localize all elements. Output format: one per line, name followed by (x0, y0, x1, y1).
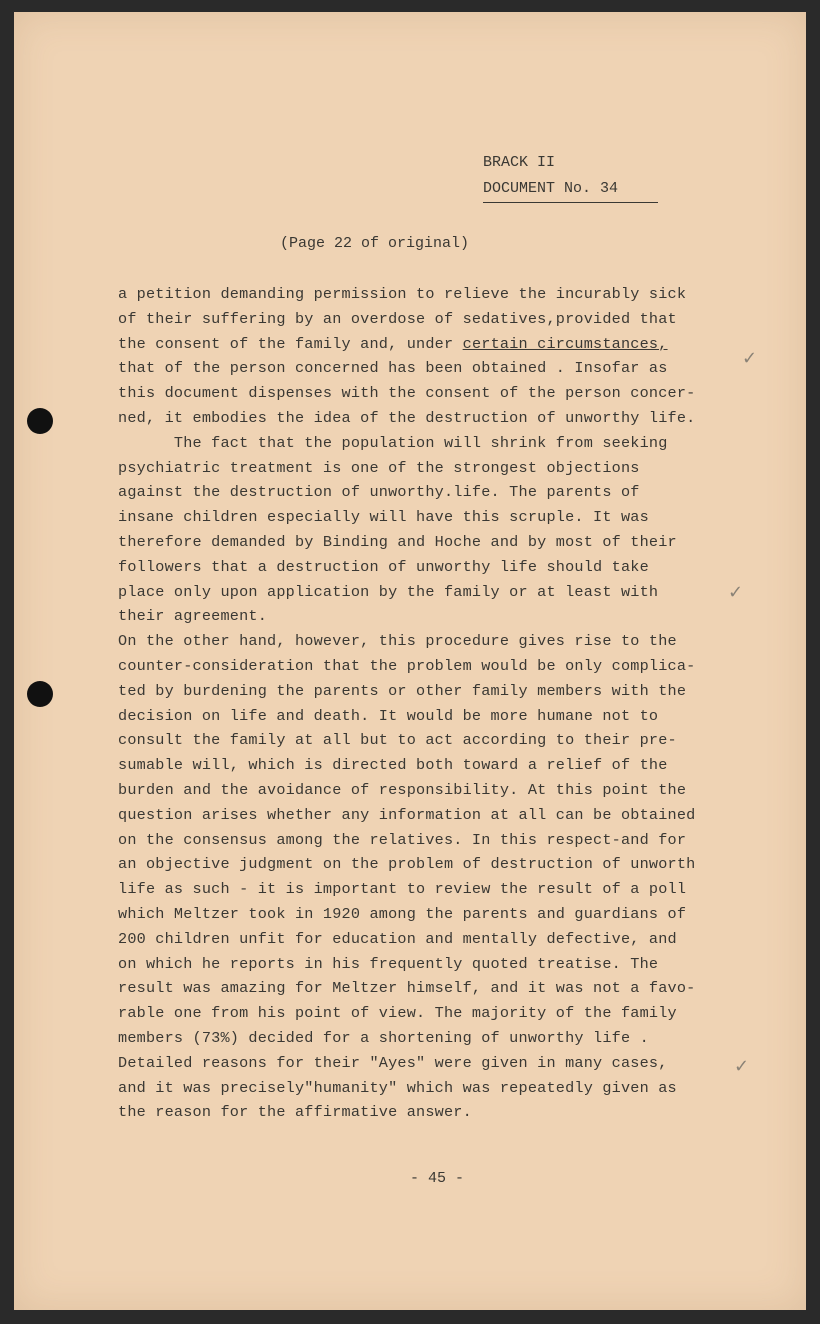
text-line: members (73%) decided for a shortening of unworthy life . (118, 1028, 649, 1047)
punch-hole (27, 681, 53, 707)
text-line: The fact that the population will shrink from seeking (118, 433, 668, 452)
text-line: their agreement. (118, 607, 268, 626)
text-line: On the other hand, however, this procedure gives rise to the (118, 632, 677, 651)
text-line: this document dispenses with the consent of the person concer- (118, 384, 696, 403)
text-line: against the destruction of unworthy.life. The parents of (118, 483, 640, 502)
text-line: Detailed reasons for their "Ayes" were given in many cases, (118, 1053, 668, 1072)
text-line: consult the family at all but to act according to their pre- (118, 731, 677, 750)
check-mark-icon: ✓ (742, 348, 758, 369)
text-line: burden and the avoidance of responsibility. At this point the (118, 780, 687, 799)
text-line: and it was precisely"humanity" which was repeatedly given as (118, 1078, 677, 1097)
page-reference: (Page 22 of original) (280, 235, 470, 252)
text-line: of their suffering by an overdose of sedatives,provided that (118, 309, 677, 328)
text-line: on which he reports in his frequently quoted treatise. The (118, 954, 659, 973)
page-number: - 45 - (410, 1170, 465, 1187)
body-text (118, 282, 758, 1125)
document-number: DOCUMENT No. 34 (483, 176, 658, 203)
text-line: the reason for the affirmative answer. (118, 1103, 472, 1122)
check-mark-icon: ✓ (734, 1056, 750, 1077)
text-line: followers that a destruction of unworthy life should take (118, 557, 649, 576)
text-line-start: the consent of the family and, under (118, 334, 463, 353)
text-line: ted by burdening the parents or other family members with the (118, 681, 687, 700)
underlined-phrase: certain circumstances, (462, 334, 668, 353)
text-line: question arises whether any information at all can be obtained (118, 805, 696, 824)
text-line: psychiatric treatment is one of the strongest objections (118, 458, 640, 477)
text-line: on the consensus among the relatives. In this respect-and for (118, 830, 687, 849)
check-mark-icon: ✓ (728, 582, 744, 603)
text-line: place only upon application by the family or at least with (118, 582, 659, 601)
text-line: result was amazing for Meltzer himself, and it was not a favo- (118, 979, 696, 998)
text-line: counter-consideration that the problem would be only complica- (118, 656, 696, 675)
text-line: a petition demanding permission to relieve the incurably sick (118, 285, 687, 303)
punch-hole (27, 408, 53, 434)
text-line: sumable will, which is directed both toward a relief of the (118, 756, 668, 775)
text-line: that of the person concerned has been obtained . Insofar as (118, 359, 668, 378)
text-line: life as such - it is important to review the result of a poll (118, 880, 687, 899)
document-header (483, 150, 683, 203)
text-line (118, 332, 758, 357)
text-line: therefore demanded by Binding and Hoche and by most of their (118, 532, 677, 551)
text-line: an objective judgment on the problem of destruction of unworth (118, 855, 696, 874)
text-line: insane children especially will have this scruple. It was (118, 508, 649, 527)
text-line: which Meltzer took in 1920 among the parents and guardians of (118, 904, 687, 923)
text-line: decision on life and death. It would be more humane not to (118, 706, 659, 725)
text-line: 200 children unfit for education and mentally defective, and (118, 929, 677, 948)
brack-label: BRACK II (483, 154, 556, 171)
text-line: ned, it embodies the idea of the destruction of unworthy life. (118, 408, 696, 427)
text-line: rable one from his point of view. The majority of the family (118, 1004, 677, 1023)
